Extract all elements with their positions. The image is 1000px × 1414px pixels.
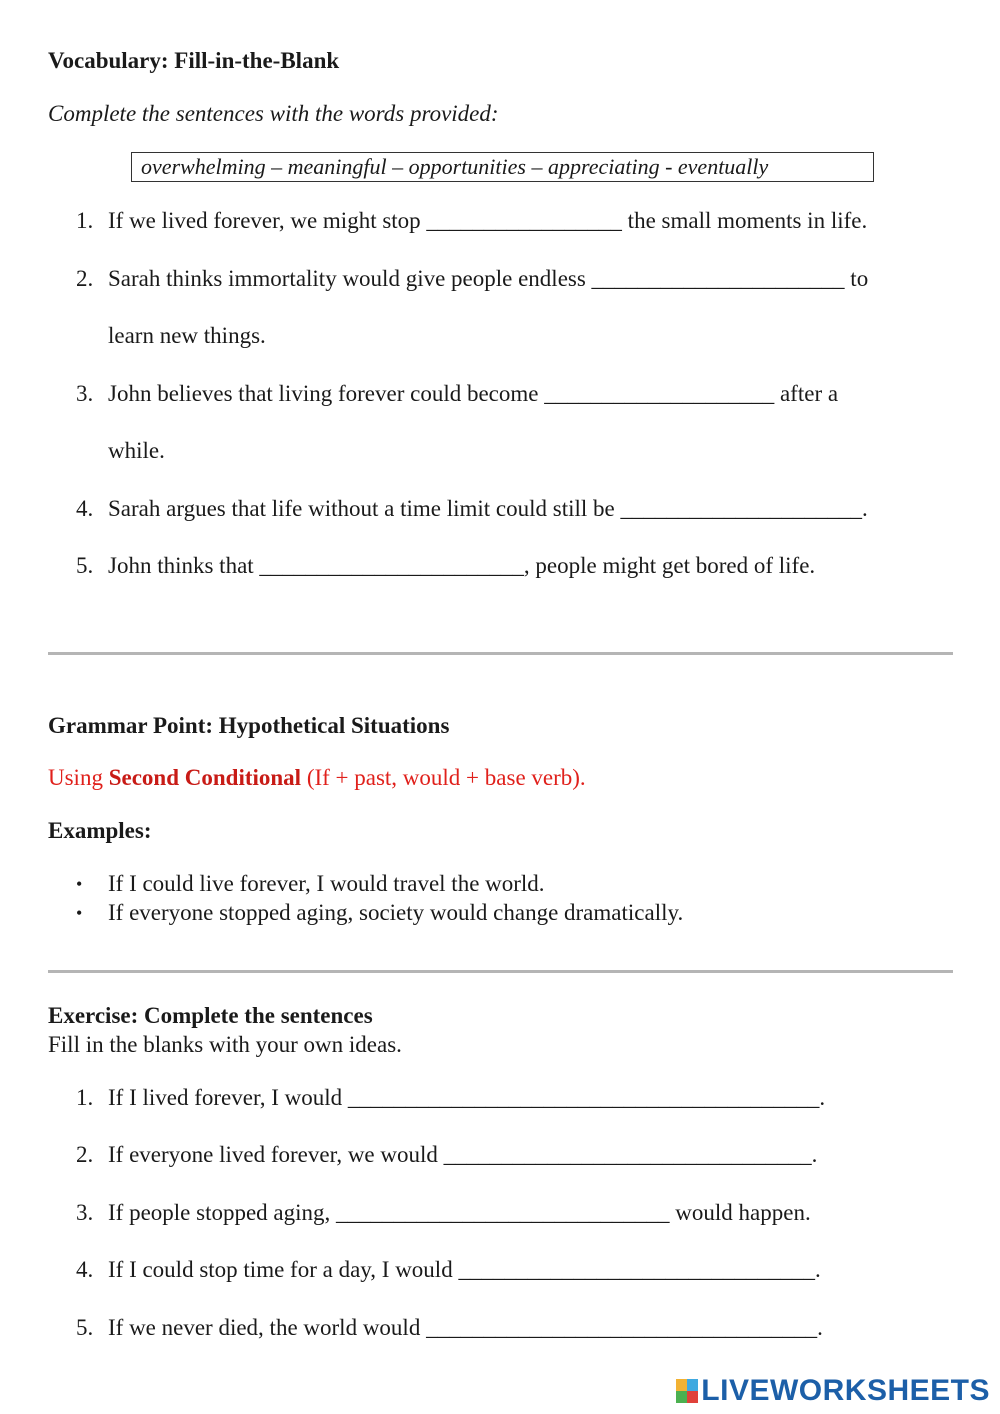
item-number: 1. [76, 1085, 94, 1110]
item-text: John believes that living forever could become ____________________ after a [108, 381, 839, 406]
list-item [0, 1256, 1000, 1284]
list-item [0, 380, 1000, 408]
exercise-heading: Exercise: Complete the sentences [48, 1003, 373, 1028]
vocab-heading: Vocabulary: Fill-in-the-Blank [48, 48, 340, 73]
item-text: Sarah argues that life without a time limit could still be _____________________. [108, 496, 868, 521]
examples-label: Examples: [48, 818, 152, 843]
list-item-continuation [0, 322, 1000, 350]
item-text: learn new things. [108, 323, 266, 348]
grammar-rule-suffix: (If + past, would + base verb). [301, 765, 586, 790]
item-text: If I lived forever, I would _________________________________________. [108, 1085, 826, 1110]
example-text: If everyone stopped aging, society would change dramatically. [108, 900, 684, 925]
example-item [0, 870, 1000, 898]
grammar-rule [48, 765, 586, 791]
example-item [0, 899, 1000, 927]
grammar-rule-prefix: Using [48, 765, 109, 790]
list-item [0, 1084, 1000, 1112]
list-item [0, 1199, 1000, 1227]
item-text: If we lived forever, we might stop _________________ the small moments in life. [108, 208, 868, 233]
item-text: If people stopped aging, _____________________________ would happen. [108, 1200, 811, 1225]
grammar-heading: Grammar Point: Hypothetical Situations [48, 713, 450, 738]
example-text: If I could live forever, I would travel the world. [108, 871, 545, 896]
list-item [0, 552, 1000, 580]
item-number: 5. [76, 553, 94, 578]
liveworksheets-logo[interactable] [676, 1374, 990, 1408]
list-item [0, 207, 1000, 235]
section-divider [48, 970, 953, 973]
bullet-icon: • [76, 874, 83, 894]
list-item [0, 495, 1000, 523]
item-text: while. [108, 438, 165, 463]
item-text: John thinks that _______________________, people might get bored of life. [108, 553, 816, 578]
item-number: 2. [76, 1142, 94, 1167]
logo-icon [676, 1379, 698, 1403]
item-text: If I could stop time for a day, I would _______________________________. [108, 1257, 821, 1282]
vocab-instruction: Complete the sentences with the words provided: [48, 101, 499, 126]
item-number: 1. [76, 208, 94, 233]
item-number: 3. [76, 381, 94, 406]
logo-text: LIVEWORKSHEETS [701, 1374, 990, 1407]
item-number: 4. [76, 1257, 94, 1282]
list-item [0, 265, 1000, 293]
list-item [0, 1314, 1000, 1342]
item-number: 4. [76, 496, 94, 521]
list-item [0, 1141, 1000, 1169]
grammar-rule-bold: Second Conditional [108, 765, 302, 790]
list-item-continuation [0, 437, 1000, 465]
item-number: 3. [76, 1200, 94, 1225]
item-text: Sarah thinks immortality would give people endless ______________________ to [108, 266, 869, 291]
exercise-instruction: Fill in the blanks with your own ideas. [48, 1032, 402, 1057]
section-divider [48, 652, 953, 655]
item-text: If everyone lived forever, we would ________________________________. [108, 1142, 818, 1167]
item-number: 2. [76, 266, 94, 291]
item-text: If we never died, the world would __________________________________. [108, 1315, 823, 1340]
bullet-icon: • [76, 903, 83, 923]
item-number: 5. [76, 1315, 94, 1340]
word-bank: overwhelming – meaningful – opportunities – appreciating - eventually [131, 152, 874, 182]
